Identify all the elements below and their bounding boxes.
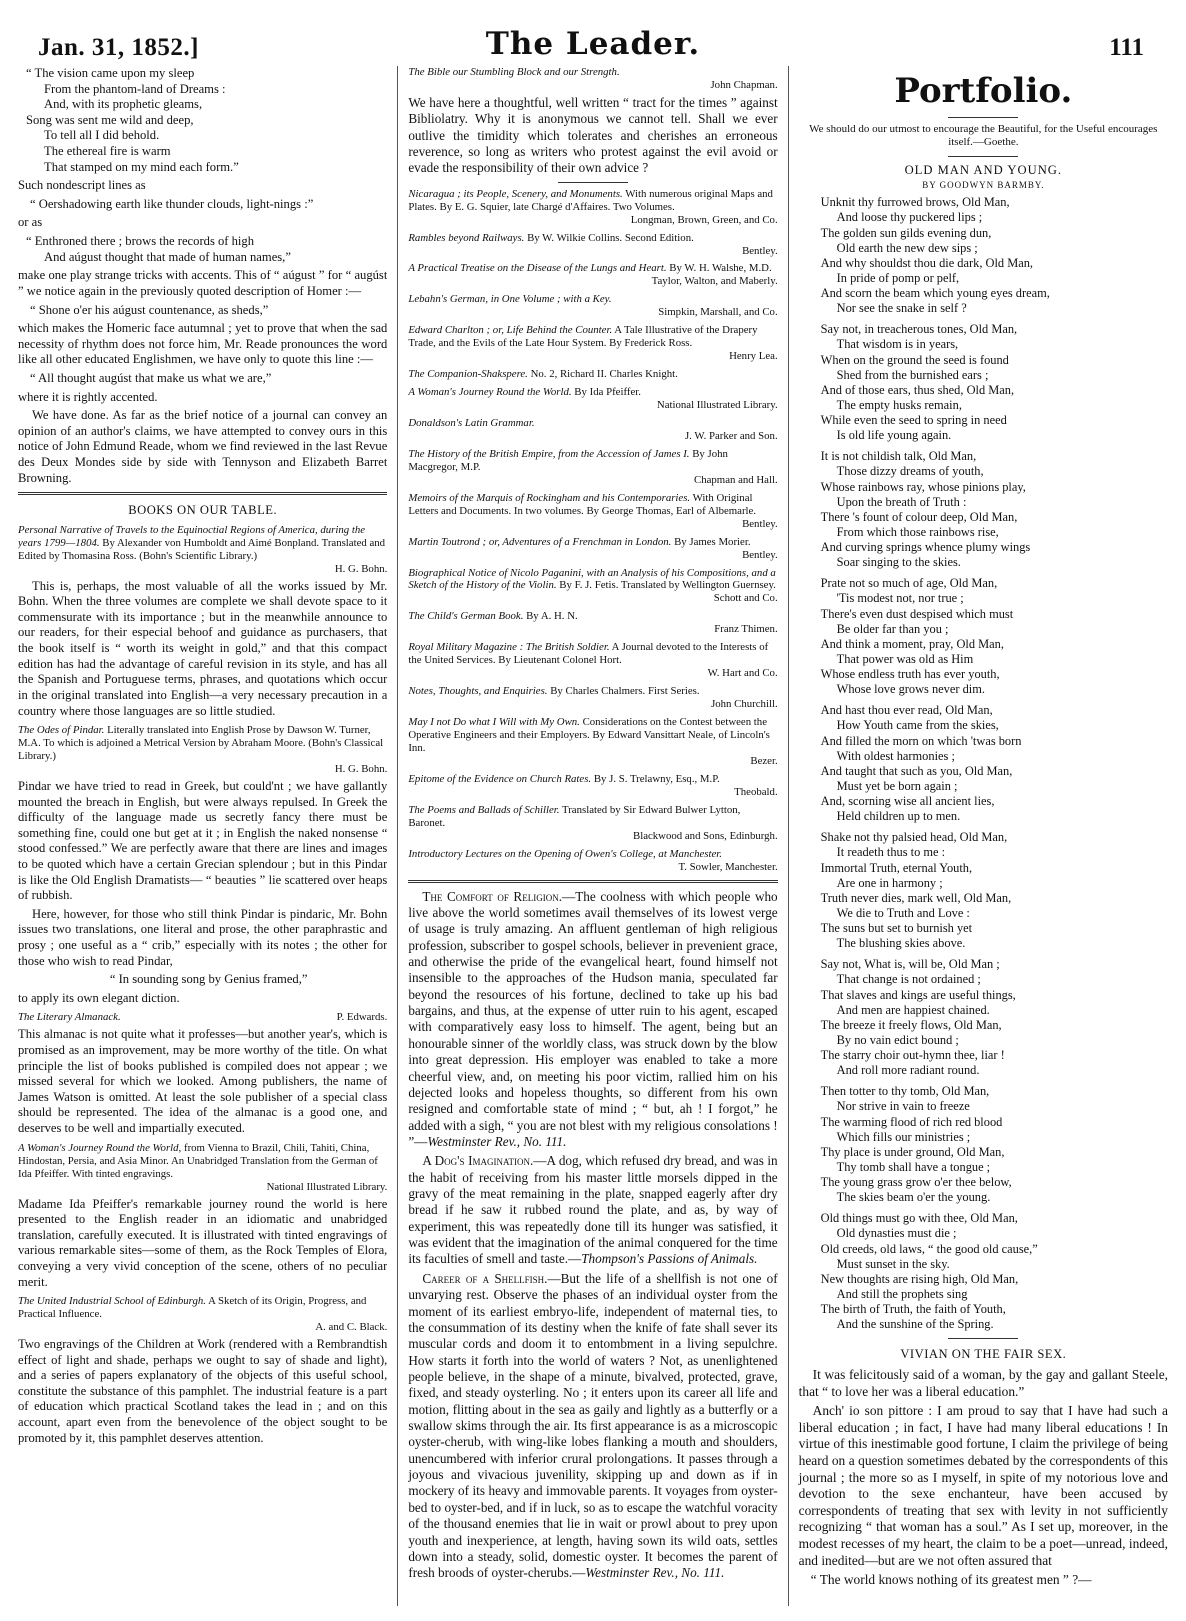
divider: [948, 156, 1018, 157]
paragraph: Here, however, for those who still think Pindar is pindaric, Mr. Bohn issues two translations, one literal and prose, the other paraphrastic and prosy ; one useful as a “ crib,” especially with its notes ; the other for those who wish to read Pindar,: [18, 906, 388, 968]
book-title: Royal Military Magazine : The British Soldier.: [408, 641, 610, 654]
divider: [948, 117, 1018, 118]
book-publisher: H. G. Bohn.: [334, 763, 388, 775]
poem-line: With oldest harmonies ;: [836, 748, 955, 763]
issue-date: Jan. 31, 1852.]: [38, 34, 199, 61]
book-entry: [18, 724, 387, 776]
book-title: The Literary Almanack.: [18, 1011, 121, 1024]
poem-line: Old earth the new dew sips ;: [836, 240, 978, 255]
book-entry: [408, 848, 777, 874]
book-publisher: Chapman and Hall.: [694, 473, 778, 486]
book-title: May I not Do what I Will with My Own.: [408, 716, 580, 729]
verse-line: To tell all I did behold.: [44, 128, 160, 143]
book-publisher: H. G. Bohn.: [334, 562, 388, 575]
quoted-line: “ The world knows nothing of its greatest men ” ?—: [810, 1572, 1092, 1588]
verse-line: “ Enthroned there ; brows the records of high: [26, 234, 255, 249]
book-title: Lebahn's German, in One Volume ; with a Key.: [408, 293, 612, 306]
paragraph: which makes the Homeric face autumnal ; yet to prove that when the sad necessity of rhythm does not force him, Mr. Reade pronounces the word like all other educated Englishmen, we have only to quote this line :—: [18, 321, 388, 367]
book-details: from Vienna to Brazil, Chili, Tahiti, China, Hindostan, Persia, and Asia Minor. An Unabridged Translation from the German of Ida Pfeiffer. With tinted engravings.: [18, 1141, 378, 1180]
paragraph: Anch' io son pittore : I am proud to say that I have had such a liberal education ; in fact, I have had many liberal educations ! In virtue of this inestimable good fortune, I claim the privilege of being heard on a question sometimes debated by the correspondents of this journal ; the more so as I myself, in spite of my notorious love and devotion to the sexe enchanteur, have been accused by correspondents of treating that sex with levity in not sufficiently recognizing “ that woman has a soul.” As I set up, moreover, in the modest recesses of my heart, the claim to be a poet—unread, indeed, and inedited—but are we not often assured that: [798, 1403, 1168, 1568]
book-publisher: Blackwood and Sons, Edinburgh.: [633, 829, 778, 842]
section-heading: BOOKS ON OUR TABLE.: [128, 503, 278, 518]
poem-line: There 's fount of colour deep, Old Man,: [820, 509, 1018, 524]
paragraph: where it is rightly accented.: [18, 389, 158, 404]
book-entry: [408, 492, 777, 531]
poem-line: Then totter to thy tomb, Old Man,: [820, 1084, 990, 1099]
poem-line: There's even dust despised which must: [820, 606, 1014, 621]
poem-line: And of those ears, thus shed, Old Man,: [820, 382, 1015, 397]
book-publisher: National Illustrated Library.: [656, 399, 778, 412]
poem-line: Are one in harmony ;: [836, 875, 943, 890]
verse-line: “ The vision came upon my sleep: [26, 66, 195, 80]
divider: [558, 182, 628, 183]
poem-line: Shed from the burnished ears ;: [836, 367, 989, 382]
book-entry: [408, 804, 777, 843]
book-publisher: J. W. Parker and Son.: [684, 429, 778, 442]
poem-line: Old things must go with thee, Old Man,: [820, 1211, 1018, 1226]
poem-line: Whose endless truth has ever youth,: [820, 667, 1000, 682]
book-title: The Bible our Stumbling Block and our Strength.: [408, 66, 620, 78]
divider: [408, 880, 777, 883]
poem-line: And hast thou ever read, Old Man,: [820, 703, 993, 718]
poem-line: How Youth came from the skies,: [836, 718, 999, 733]
book-publisher: Bentley.: [742, 548, 778, 561]
poem-line: Be older far than you ;: [836, 621, 949, 636]
paragraph: to apply its own elegant diction.: [18, 990, 180, 1005]
book-title: Personal Narrative of Travels to the Equinoctial Regions of America, during the years 1799—1804.: [18, 523, 366, 549]
paragraph: It was felicitously said of a woman, by the gay and gallant Steele, that “ to love her was a liberal education.”: [798, 1366, 1168, 1399]
book-entry: [408, 536, 777, 562]
book-entry: [408, 386, 777, 412]
book-details: Literally translated into English Prose by Dawson W. Turner, M.A. To which is adjoined a Metrical Version by Abraham Moore. (Bohn's Classical Library.): [18, 724, 384, 763]
poem-line: The breeze it freely flows, Old Man,: [820, 1017, 1002, 1032]
book-title: Memoirs of the Marquis of Rockingham and his Contemporaries.: [408, 491, 691, 504]
book-entry: [408, 641, 777, 680]
poem-line: And scorn the beam which young eyes dream,: [820, 286, 1050, 301]
book-details: By Alexander von Humboldt and Aimé Bonpland. Translated and Edited by Thomasina Ross. (Bohn's Scientific Library.): [18, 536, 386, 562]
verse-line: The ethereal fire is warm: [44, 144, 171, 159]
poem-line: Truth never dies, mark well, Old Man,: [820, 890, 1012, 905]
divider: [18, 492, 387, 495]
poem-line: Held children up to men.: [836, 809, 961, 824]
book-title: Rambles beyond Railways.: [408, 231, 525, 244]
poem-line: And roll more radiant round.: [836, 1063, 980, 1078]
book-title: Notes, Thoughts, and Enquiries.: [408, 685, 548, 698]
item-source: Thompson's Passions of Animals.: [581, 1251, 758, 1267]
book-details: By James Morier.: [674, 535, 751, 548]
book-title: Introductory Lectures on the Opening of Owen's College, at Manchester.: [408, 847, 722, 860]
poem-stanza: [821, 322, 1168, 443]
poem-line: In pride of pomp or pelf,: [836, 270, 960, 285]
poem-line: The golden sun gilds evening dun,: [820, 225, 992, 240]
item-heading: A Dog's Imagination.: [422, 1153, 534, 1169]
book-title: Nicaragua ; its People, Scenery, and Monuments.: [408, 187, 623, 200]
paragraph: Madame Ida Pfeiffer's remarkable journey round the world is here presented to the English reader in an idiomatic and unabridged translation, carefully executed. It is illustrated with tinted engravings of various remarkable sites—some of them, as the Rock Temples of Elora, conveying a very vivid conception of the scene, others of no peculiar merit.: [18, 1196, 388, 1289]
book-details: With Original Letters and Documents. In two volumes. By George Thomas, Earl of Albemarle.: [408, 491, 757, 517]
book-entry: [408, 188, 777, 227]
item-source: Westminster Rev., No. 111.: [585, 1565, 725, 1581]
paragraph: We have done. As far as the brief notice of a journal can convey an opinion of an author's claims, we have attempted to convey ours in this notice of John Edmund Reade, whom we find reviewed in the last Revue des Deux Mondes side by side with Tennyson and Elizabeth Barret Browning.: [18, 408, 388, 485]
poem-line: Unknit thy furrowed brows, Old Man,: [820, 195, 1010, 210]
column-1: [18, 66, 387, 1606]
quoted-line: “ In sounding song by Genius framed,”: [109, 972, 308, 987]
book-title: Donaldson's Latin Grammar.: [408, 417, 535, 429]
verse-line: Song was sent me wild and deep,: [26, 112, 194, 127]
poem-line: Must yet be born again ;: [836, 778, 958, 793]
book-details: By Ida Pfeiffer.: [574, 386, 641, 399]
book-details: By A. H. N.: [526, 610, 578, 623]
book-entry: [408, 610, 777, 636]
poem-line: Nor see the snake in self ?: [836, 301, 967, 316]
book-entry: [18, 1295, 387, 1334]
poem-line: And the sunshine of the Spring.: [836, 1317, 994, 1332]
poem-stanza: [821, 957, 1168, 1078]
book-entry: [408, 773, 777, 799]
book-details: A Tale Illustrative of the Drapery Trade, and the Evils of the Late Hour System. By Frederick Ross.: [408, 324, 758, 350]
poem-line: And, scorning wise all ancient lies,: [820, 794, 995, 809]
page-header: [18, 22, 1168, 66]
book-title: A Woman's Journey Round the World.: [408, 386, 572, 399]
paragraph: Such nondescript lines as: [18, 178, 146, 193]
book-details: By J. S. Trelawny, Esq., M.P.: [593, 772, 720, 785]
book-publisher: Bentley.: [742, 517, 778, 530]
poem-stanza: [821, 449, 1168, 570]
poem-line: The birth of Truth, the faith of Youth,: [820, 1302, 1006, 1317]
book-details: By John Macgregor, M.P.: [408, 447, 728, 473]
poem-line: The young grass grow o'er thee below,: [820, 1175, 1012, 1190]
book-publisher: P. Edwards.: [336, 1011, 388, 1024]
book-publisher: T. Sowler, Manchester.: [678, 860, 778, 873]
book-publisher: Longman, Brown, Green, and Co.: [630, 213, 778, 226]
book-title: Epitome of the Evidence on Church Rates.: [408, 772, 592, 785]
book-publisher: National Illustrated Library.: [266, 1180, 388, 1193]
poem: [821, 195, 1168, 1332]
paragraph: [408, 1271, 777, 1582]
poem-line: And taught that such as you, Old Man,: [820, 763, 1013, 778]
paragraph: Pindar we have tried to read in Greek, but could'nt ; we have gallantly mounted the breach in English, but were always repulsed. In Greek the difficulty of the language made us secretly fancy there must be something fine, could one but get at it ; in English the naked nonsense “ stood confessed.” We are perfectly aware that there are lines and images to be quoted which have a certain Grecian splendour ; but in this Pindar is like the Old English Dramatists— “ beauties ” lie scattered over heaps of rubbish.: [18, 778, 388, 903]
poem-line: And curving springs whence plumy wings: [820, 540, 1031, 555]
verse-line: From the phantom-land of Dreams :: [44, 81, 226, 96]
book-publisher: Henry Lea.: [729, 350, 778, 363]
poem-stanza: [821, 195, 1168, 316]
book-entry: [18, 1011, 387, 1024]
page-number: 111: [1109, 34, 1144, 61]
book-entry: [408, 567, 777, 606]
poem-line: The blushing skies above.: [836, 936, 966, 951]
paragraph: [408, 889, 777, 1151]
poem-line: Immortal Truth, eternal Youth,: [820, 860, 973, 875]
poem-line: Shake not thy palsied head, Old Man,: [820, 830, 1008, 845]
poem-line: While even the seed to spring in need: [820, 413, 1007, 428]
poem-line: Thy place is under ground, Old Man,: [820, 1144, 1005, 1159]
book-details: A Journal devoted to the Interests of the United Services. By Lieutenant Colonel Hort.: [408, 641, 769, 667]
book-entry: [408, 448, 777, 487]
book-entry: [408, 324, 777, 363]
book-entry: [408, 293, 777, 319]
item-heading: Career of a Shellfish.: [422, 1270, 548, 1286]
book-details: With numerous original Maps and Plates. By E. G. Squier, late Chargé d'Affaires. Two Volumes.: [408, 187, 773, 213]
book-title: A Practical Treatise on the Disease of the Lungs and Heart.: [408, 262, 667, 275]
book-title: The Companion-Shakspere.: [408, 368, 528, 381]
book-entry: [18, 1142, 387, 1194]
book-publisher: W. Hart and Co.: [707, 667, 778, 680]
poem-stanza: [821, 830, 1168, 951]
poem-line: That slaves and kings are useful things,: [820, 987, 1016, 1002]
poem-stanza: [821, 1211, 1168, 1332]
book-entry: [408, 262, 777, 288]
poem-line: And men are happiest chained.: [836, 1002, 990, 1017]
book-publisher: A. and C. Black.: [315, 1321, 388, 1334]
poem-line: By no vain edict bound ;: [836, 1032, 959, 1047]
poem-line: The warming flood of rich red blood: [820, 1114, 1003, 1129]
books-received-list: [408, 188, 777, 874]
book-title: A Woman's Journey Round the World,: [18, 1141, 182, 1154]
book-publisher: Bentley.: [742, 244, 778, 257]
book-title: The Poems and Ballads of Schiller.: [408, 803, 560, 816]
poem-line: Thy tomb shall have a tongue ;: [836, 1159, 991, 1174]
quoted-line: “ Oershadowing earth like thunder clouds, light-nings :”: [30, 196, 314, 211]
poem-line: The starry choir out-hymn thee, liar !: [820, 1048, 1005, 1063]
book-publisher: John Chapman.: [710, 78, 778, 91]
book-title: The United Industrial School of Edinburgh.: [18, 1295, 206, 1308]
item-body: —The coolness with which people who live above the world sometimes avail themselves of its lowest verge of usage is truly amazing. An affluent gentleman of high religious profession, subscriber to gospel schools, believer in prevenient grace, and otherwise the pride of the evangelical heart, found himself not insensible to the approaches of the Hudson mania, speculated far beyond the resources of his fortune, declined to take up his bad bargains, and thus, at the expense of utter ruin to his agent, escaped with comparatively easy loss to himself. The agent, being but an honourable sinner of the worldly class, was struck down by the blow into great depression. His employer was enabled to take a more cheerful view, and, on meeting his poor victim, rallied him on his dejected looks and hopeless thoughts, so different from his own resigned and comfortable state of mind ; “ but, ah ! I forgot,” he added with a sigh, “ you are not blest with my religious consolations ! ”—: [408, 888, 778, 1149]
item-body: —But the life of a shellfish is not one of unvarying rest. Observe the phases of an individual oyster from the moment of its earliest embryo-life, independent of maternal ties, to the consummation of its destiny when the knife of fate shall sever its muscular cords and doom it to entombment in a living sepulchre. How starts it forth into the world of waters ? Not, as unenlightened people believe, in the shape of a minute, bivalved, protected, grave, fixed, and steady oysterling. No ; it enters upon its career all life and motion, flitting about in the sea as gaily and lightly as a butterfly or a swallow skims through the air. Its first appearance is as a microscopic oyster-cherub, with wing-like lobes flanking a mouth and shoulders, unencumbered with inferior crural prolongations. It passes through a joyous and vivacious juvenility, skipping up and down as if in mockery of its heavy and immovable parents. It voyages from oyster-bed to oyster-bed, and if in luck, so as to escape the watchful voracity of the thousand enemies that lie in wait or prowl about to prey upon youth and inexperience, at length, having sown its wild oats, settles down into a steady, solid, domestic oyster. It becomes the parent of fresh broods of oyster-cherubs.—: [408, 1270, 778, 1581]
book-entry: [408, 716, 777, 768]
poem-line: Upon the breath of Truth :: [836, 494, 967, 509]
paragraph: This is, perhaps, the most valuable of all the works issued by Mr. Bohn. When the three volumes are complete we shall devote space to it commensurate with its importance ; but in the meanwhile announce to our readers, for their especial behoof and guidance as purchasers, that the book itself is “ worth its weight in gold,” and that this compact edition has had the advantage of careful revision in its style, and has all the Spanish and Portuguese terms, phrases, and quotations which occur in the original translated into English—a very necessary precaution in a country where those languages are so little studied.: [18, 578, 388, 718]
book-publisher: Taylor, Walton, and Maberly.: [651, 275, 778, 288]
poem-line: Which fills our ministries ;: [836, 1129, 971, 1144]
poem-line: Whose love grows never dim.: [836, 682, 985, 697]
verse-line: That stamped on my mind each form.”: [44, 159, 239, 174]
book-publisher: Simpkin, Marshall, and Co.: [658, 306, 778, 319]
verse-line: And aúgust thought that made of human names,”: [44, 249, 291, 264]
book-entry: [408, 417, 777, 443]
book-details: By Charles Chalmers. First Series.: [550, 685, 700, 698]
poem-author: BY GOODWYN BARMBY.: [922, 180, 1045, 191]
book-details: No. 2, Richard II. Charles Knight.: [530, 368, 678, 381]
book-title: The Child's German Book.: [408, 610, 524, 623]
book-details: By W. Wilkie Collins. Second Edition.: [527, 231, 694, 244]
poem-line: And why shouldst thou die dark, Old Man,: [820, 255, 1034, 270]
poem-line: The empty husks remain,: [836, 397, 962, 412]
paragraph: [408, 1153, 777, 1268]
poem-line: And still the prophets sing: [836, 1286, 968, 1301]
verse-line: And, with its prophetic gleams,: [44, 97, 203, 112]
poem-line: Old dynasties must die ;: [836, 1226, 957, 1241]
quoted-line: “ All thought augúst that make us what we are,”: [30, 370, 272, 385]
book-entry: [408, 232, 777, 258]
book-title: The Odes of Pindar.: [18, 724, 105, 737]
book-publisher: Bezer.: [750, 754, 778, 767]
poem-line: And loose thy puckered lips ;: [836, 210, 983, 225]
poem-line: Those dizzy dreams of youth,: [836, 464, 984, 479]
poem-line: From which those rainbows rise,: [836, 524, 999, 539]
poem-line: Whose rainbows ray, whose pinions play,: [820, 479, 1026, 494]
poem-stanza: [821, 576, 1168, 697]
book-publisher: Schott and Co.: [713, 592, 778, 605]
motto: We should do our utmost to encourage the Beautiful, for the Useful encourages itself.—Goethe.: [809, 123, 1158, 149]
poem-title: OLD MAN AND YOUNG.: [904, 162, 1063, 177]
poem-line: Nor strive in vain to freeze: [836, 1099, 970, 1114]
poem-line: The skies beam o'er the young.: [836, 1190, 991, 1205]
poem-line: Is old life young again.: [836, 428, 952, 443]
column-3: [788, 66, 1168, 1606]
poem-line: We die to Truth and Love :: [836, 905, 970, 920]
poem-line: 'Tis modest not, nor true ;: [836, 591, 964, 606]
item-heading: The Comfort of Religion.: [422, 888, 563, 904]
quoted-verse: [26, 234, 387, 265]
poem-line: Prate not so much of age, Old Man,: [820, 576, 998, 591]
book-entry: [18, 524, 387, 576]
item-body: —A dog, which refused dry bread, and was in the habit of receiving from his master little morsels dipped in the gravy of the meat remaining in the plate, snapped eagerly after dry bread if he saw it rubbed round the plate, and as, by way of experiment, this was repeatedly done till its hunger was satisfied, it was evident that the imagination of the animal conquered for the time its faculties of smell and taste.—: [408, 1153, 778, 1267]
book-entry: [408, 685, 777, 711]
poem-line: It readeth thus to me :: [836, 845, 946, 860]
portfolio-heading: Portfolio.: [894, 71, 1073, 111]
masthead: The Leader.: [485, 26, 701, 62]
poem-line: Soar singing to the skies.: [836, 555, 961, 570]
book-title: Biographical Notice of Nicolo Paganini, with an Analysis of his Compositions, and a Sketch of the History of the Violin.: [408, 566, 776, 592]
book-publisher: Franz Thimen.: [714, 623, 778, 636]
poem-line: When on the ground the seed is found: [820, 352, 1009, 367]
poem-line: That wisdom is in years,: [836, 337, 959, 352]
section-heading: VIVIAN ON THE FAIR SEX.: [900, 1347, 1067, 1362]
poem-line: The suns but set to burnish yet: [820, 921, 973, 936]
item-source: Westminster Rev., No. 111.: [427, 1133, 567, 1149]
book-details: By F. J. Fetis. Translated by Wellington Guernsey.: [559, 579, 776, 592]
book-details: Translated by Sir Edward Bulwer Lytton, Baronet.: [408, 803, 741, 829]
book-details: Considerations on the Contest between the Operative Engineers and their Employers. By Edward Vansittart Neale, of Lincoln's Inn.: [408, 716, 770, 754]
poem-line: New thoughts are rising high, Old Man,: [820, 1271, 1019, 1286]
poem-line: And think a moment, pray, Old Man,: [820, 636, 1004, 651]
poem-line: And filled the morn on which 'twas born: [820, 733, 1022, 748]
book-entry: [408, 66, 777, 92]
poem-line: That power was old as Him: [836, 651, 974, 666]
paragraph: We have here a thoughtful, well written “ tract for the times ” against Bibliolatry. Why it is anonymous we cannot tell. Shall we ever outlive the timidity which tolerates and cherishes an erroneous reverence, so long as writers who protest against the evil avoid or evade the responsibility of their own advice ?: [408, 94, 778, 176]
book-publisher: Theobald.: [734, 785, 778, 798]
poem-line: Say not, What is, will be, Old Man ;: [820, 957, 1000, 972]
book-entry: [408, 368, 777, 381]
column-2: [397, 66, 777, 1606]
book-details: By W. H. Walshe, M.D.: [669, 262, 772, 275]
divider: [948, 1338, 1018, 1339]
quoted-line: “ Shone o'er his aúgust countenance, as sheds,”: [30, 302, 269, 317]
book-title: The History of the British Empire, from the Accession of James I.: [408, 447, 690, 460]
paragraph: Two engravings of the Children at Work (rendered with a Rembrandtish effect of light and shade, perhaps we ought to say of shade and light), and a series of papers explanatory of the objects of this useful school, constitute the substance of this pamphlet. The industrial feature is a part of education which practical Scotland takes the lead in ; and on this account, apart even from the benevolence of the object sought to be promoted by it, this pamphlet deserves attention.: [18, 1337, 388, 1445]
paragraph: or as: [18, 215, 43, 230]
paragraph: This almanac is not quite what it professes—but another year's, which is promised as an improvement, may be more worthy of the title. On what principle the list of books published is compiled does not appear ; we missed several for which we looked. Among publishers, the name of James Watson is omitted. At least the sole publisher of a special class should be represented. The idea of the almanac is a good one, and deserves to be well and impartially executed.: [18, 1027, 388, 1136]
poem-line: Say not, in treacherous tones, Old Man,: [820, 322, 1018, 337]
book-publisher: John Churchill.: [711, 698, 778, 711]
poem-line: That change is not ordained ;: [836, 972, 981, 987]
book-title: Martin Toutrond ; or, Adventures of a Frenchman in London.: [408, 535, 672, 548]
poem-line: Old creeds, old laws, “ the good old cause,”: [820, 1241, 1038, 1256]
paragraph: make one play strange tricks with accents. This of “ aúgust ” for “ augúst ” we notice again in the previously quoted description of Homer :—: [18, 268, 388, 298]
quoted-verse: [26, 66, 387, 175]
book-title: Edward Charlton ; or, Life Behind the Counter.: [408, 324, 613, 337]
poem-line: Must sunset in the sky.: [836, 1256, 950, 1271]
poem-line: It is not childish talk, Old Man,: [820, 449, 977, 464]
book-details: A Sketch of its Origin, Progress, and Practical Influence.: [18, 1295, 367, 1321]
poem-stanza: [821, 1084, 1168, 1205]
poem-stanza: [821, 703, 1168, 824]
